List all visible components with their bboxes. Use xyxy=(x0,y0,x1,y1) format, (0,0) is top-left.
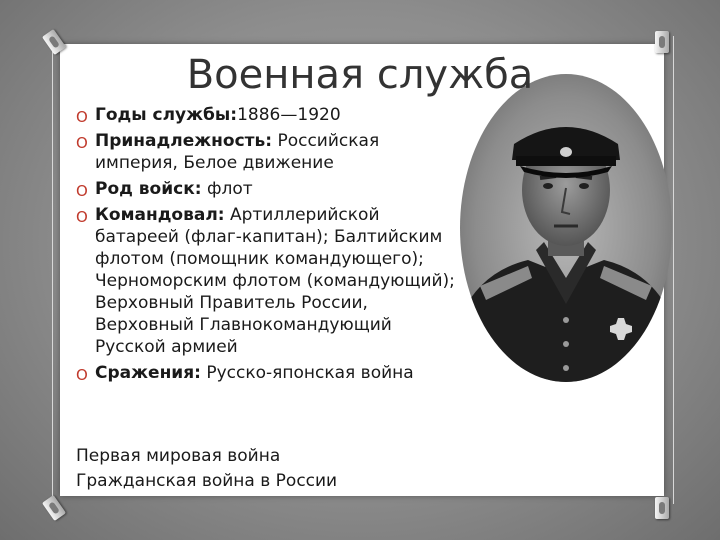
item-text: Русско-японская война xyxy=(200,363,414,383)
bullet-icon: O xyxy=(76,108,88,126)
bullet-icon: O xyxy=(76,134,88,152)
bullet-icon: O xyxy=(76,182,88,200)
list-item xyxy=(76,130,460,174)
bullet-list xyxy=(76,104,460,388)
item-label: Командовал: xyxy=(95,205,225,225)
pin-icon xyxy=(655,497,669,519)
item-text: Артиллерийской батареей (флаг-капитан); Балтийским флотом (помощник командующего); Черноморским флотом (командующий); Верховный Правитель России, Верховный Главнокомандующий Русской армией xyxy=(95,205,455,357)
item-text: Российская империя, Белое движение xyxy=(95,131,380,173)
list-item xyxy=(76,204,460,358)
plain-line: Первая мировая война xyxy=(76,446,281,466)
slide-title: Военная служба xyxy=(186,52,534,98)
plain-line: Гражданская война в России xyxy=(76,471,338,491)
plain-text-block xyxy=(76,444,476,494)
bullet-icon: O xyxy=(76,366,88,384)
pin-icon xyxy=(655,31,669,53)
list-item xyxy=(76,178,460,200)
item-label: Принадлежность: xyxy=(95,131,273,151)
item-text: 1886—1920 xyxy=(237,105,341,125)
list-item xyxy=(76,104,460,126)
bullet-icon: O xyxy=(76,208,88,226)
portrait-photo xyxy=(458,72,674,384)
list-item xyxy=(76,362,460,384)
item-label: Род войск: xyxy=(95,179,202,199)
item-label: Сражения: xyxy=(95,363,201,383)
item-label: Годы службы: xyxy=(95,105,238,125)
item-text: флот xyxy=(201,179,253,199)
